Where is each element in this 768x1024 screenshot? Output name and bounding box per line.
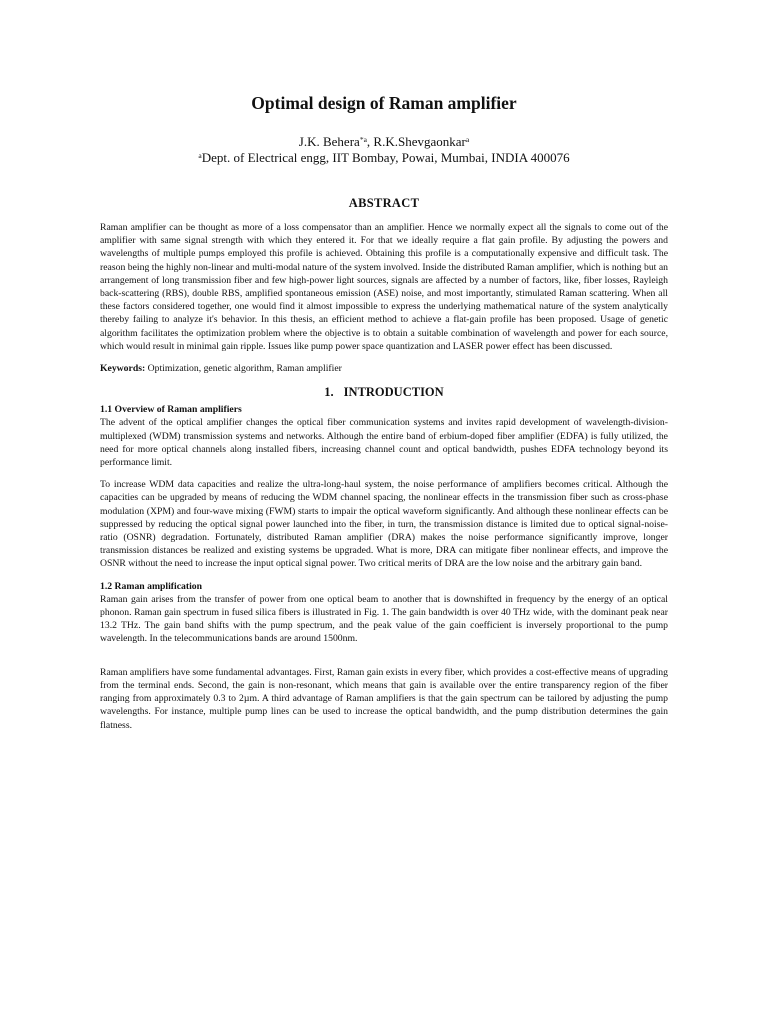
affiliation-text: Dept. of Electrical engg, IIT Bombay, Powai, Mumbai, INDIA 400076 xyxy=(201,150,570,165)
author-separator: , xyxy=(366,134,374,149)
subsection-heading: 1.1 Overview of Raman amplifiers xyxy=(100,404,242,416)
subsection-heading: 1.2 Raman amplification xyxy=(100,580,202,592)
paragraph: To increase WDM data capacities and realize the ultra-long-haul system, the noise performance of amplifiers becomes critical. Although the capacities can be upgraded by means of reducing the WDM channel spacing, the nonlinear effects in the transmission fiber such as cross-phase modulation (XPM) and four-wave mixing (FWM) starts to impair the optical waveform significantly. And although these nonlinear effects can be suppressed by reducing the optical signal power launched into the fiber, in turn, the transmission distance is limited due to optical signal-noise-ratio (OSNR) degradation. Fortunately, distributed Raman amplifier (DRA) makes the noise performance significantly improve, longer transmission distances be realized and existing systems be upgraded. What is more, DRA can mitigate fiber nonlinear effects, and improve the OSNR without the need to increase the input optical signal power. Two critical merits of DRA are the low noise and the arbitrary gain band. xyxy=(100,479,668,570)
affiliation xyxy=(100,150,668,166)
paper-title: Optimal design of Raman amplifier xyxy=(251,93,517,113)
author-name: J.K. Behera xyxy=(298,134,360,149)
paragraph: The advent of the optical amplifier changes the optical fiber communication systems and invites rapid development of wavelength-division-multiplexed (WDM) transmission systems and networks. Although the entire band of erbium-doped fiber amplifier (EDFA) is fully utilized, the need for more optical channels along installed fibers, increasing channel count and optical bandwidth, pushes EDFA technology beyond its performance limit. xyxy=(100,417,668,469)
author-name: R.K.Shevgaonkar xyxy=(373,134,466,149)
author-marker: a xyxy=(465,135,470,144)
paper-page xyxy=(100,92,668,732)
affiliation-marker: a xyxy=(198,151,202,160)
author-line xyxy=(100,134,668,150)
paragraph: Raman amplifiers have some fundamental advantages. First, Raman gain exists in every fiber, which provides a cost-effective means of upgrading from the terminal ends. Second, the gain is non-resonant, which means that gain is available over the entire transparency region of the fiber ranging from approximately 0.3 to 2µm. A third advantage of Raman amplifiers is that the gain spectrum can be tailored by adjusting the pump wavelengths. For instance, multiple pump lines can be used to increase the optical bandwidth, and the pump distribution determines the gain flatness. xyxy=(100,666,668,731)
keywords-label: Keywords: xyxy=(100,363,146,375)
section-title: INTRODUCTION xyxy=(343,385,444,400)
keywords-text: Optimization, genetic algorithm, Raman amplifier xyxy=(145,363,342,375)
keywords xyxy=(100,362,668,375)
paragraph: Raman gain arises from the transfer of power from one optical beam to another that is downshifted in frequency by the energy of an optical phonon. Raman gain spectrum in fused silica fibers is illustrated in Fig. 1. The gain bandwidth is over 40 THz wide, with the dominant peak near 13.2 THz. The gain band shifts with the pump spectrum, and the peak value of the gain coefficient is inversely proportional to the pump wavelength. In the telecommunications bands are around 1500nm. xyxy=(100,593,668,645)
abstract-body: Raman amplifier can be thought as more of a loss compensator than an amplifier. Hence we normally expect all the signals to come out of the amplifier with same signal strength with which they entered it. For that we ideally require a flat gain profile. By adjusting the powers and wavelengths of multiple pumps employed this profile is achieved. Obtaining this profile is a computationally expensive and difficult task. The reason being the highly non-linear and multi-modal nature of the system involved. Inside the distributed Raman amplifier, which is nothing but an arrangement of long transmission fiber and few high-power light sources, signals are affected by a number of factors, like, fiber losses, Rayleigh back-scattering (RBS), double RBS, amplified spontaneous emission (ASE) noise, and most importantly, stimulated Raman scattering. When all these factors considered together, one would find it almost impossible to express the underlying mathematical nature of the system analytically thereby failing to analyze it's behavior. In this thesis, an efficient method to achieve a flat-gain profile has been proposed. Usage of genetic algorithm facilitates the optimization problem where the objective is to obtain a suitable combination of wavelength and power for each source, which would result in minimal gain ripple. Issues like pump power space quantization and LASER power effect has been discussed. xyxy=(100,222,668,352)
section-number: 1. xyxy=(324,385,334,400)
author-marker: *a xyxy=(359,135,367,144)
abstract-heading: ABSTRACT xyxy=(348,196,420,210)
section-heading xyxy=(100,384,668,400)
